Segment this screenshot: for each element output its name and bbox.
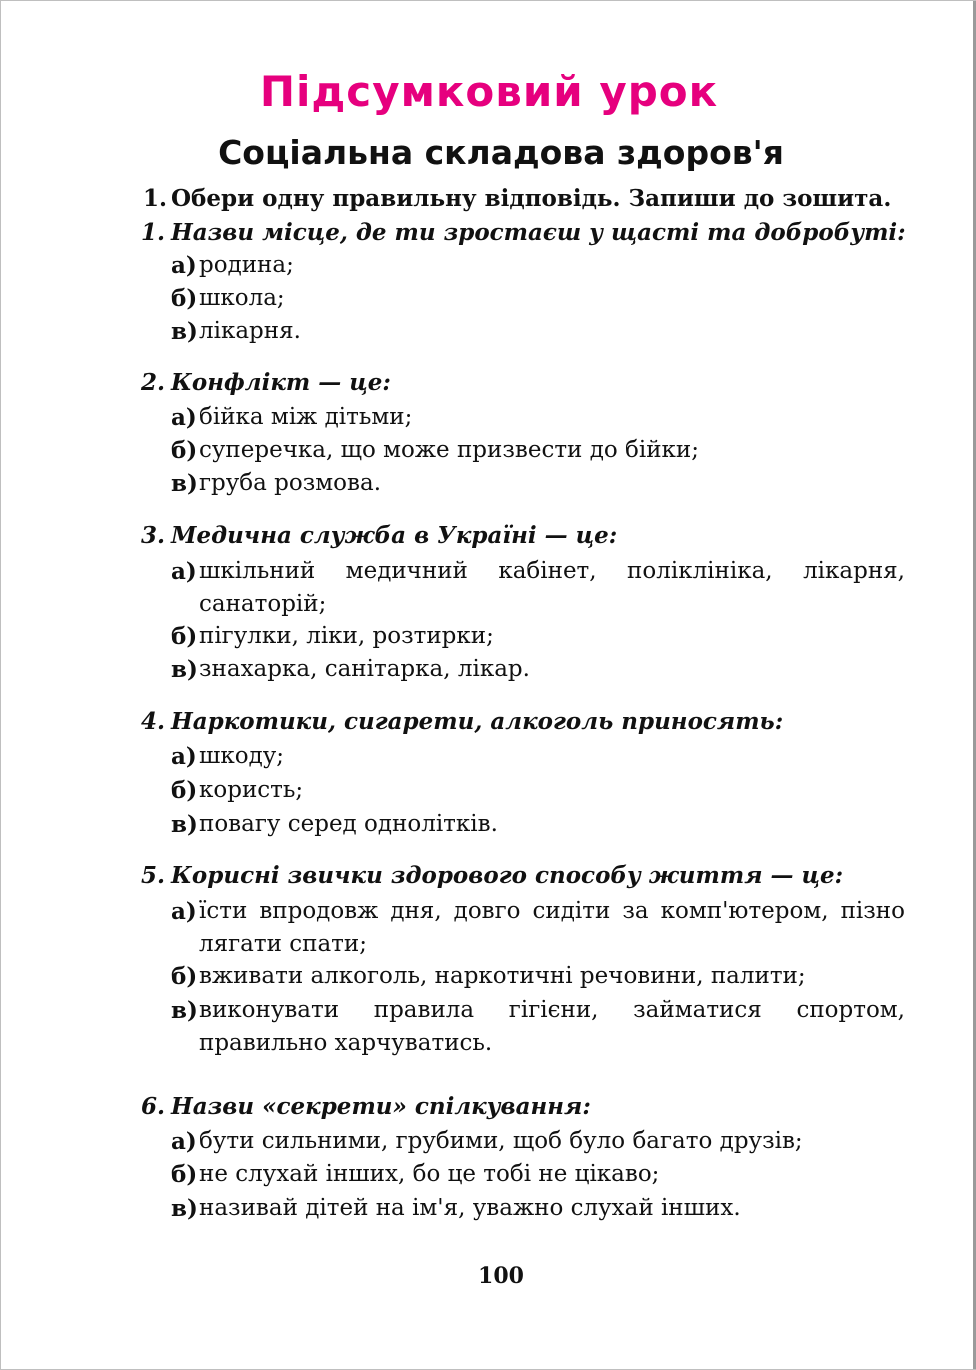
answer-letter: а) (171, 558, 197, 585)
answer-letter: в) (171, 1195, 198, 1222)
answer-letter: б) (171, 285, 198, 312)
answer-1a (171, 249, 905, 282)
answer-5b (171, 960, 905, 993)
page-title: Підсумковий урок (259, 67, 719, 116)
answer-text: бійка між дітьми; (199, 404, 413, 430)
answer-6a (171, 1125, 905, 1158)
answer-text: їсти впродовж дня, довго сидіти за комп'ютером, пізно лягати спати; (199, 898, 905, 957)
answer-text: шкільний медичний кабінет, поліклініка, лікарня, санаторій; (199, 558, 905, 617)
answer-letter: в) (171, 318, 198, 345)
answer-letter: а) (171, 898, 197, 925)
question-number: 4. (141, 708, 166, 735)
answer-text: повагу серед однолітків. (199, 811, 498, 837)
answer-4c (171, 808, 905, 841)
page-subtitle: Соціальна складова здоров'я (218, 133, 784, 172)
question-text: Конфлікт — це: (171, 369, 391, 396)
answer-2b (171, 434, 905, 467)
question-text: Назви місце, де ти зростаєш у щасті та добробуті: (171, 219, 906, 246)
answer-letter: а) (171, 743, 197, 770)
answer-3a (171, 555, 905, 621)
answer-5c (171, 994, 905, 1060)
answer-text: знахарка, санітарка, лікар. (199, 656, 530, 682)
answer-text: школа; (199, 285, 285, 311)
answer-letter: а) (171, 1128, 197, 1155)
question-text: Назви «секрети» спілкування: (171, 1093, 591, 1120)
answer-letter: а) (171, 252, 197, 279)
answer-text: не слухай інших, бо це тобі не цікаво; (199, 1161, 660, 1187)
page-number: 100 (478, 1263, 524, 1289)
question-number: 2. (141, 369, 166, 396)
answer-text: називай дітей на ім'я, уважно слухай інших. (199, 1195, 741, 1221)
question-5 (141, 862, 911, 889)
question-3 (141, 522, 911, 549)
answer-4b (171, 774, 905, 807)
question-text: Наркотики, сигарети, алкоголь приносять: (171, 708, 784, 735)
answer-text: родина; (199, 252, 294, 278)
answer-letter: б) (171, 437, 198, 464)
question-text: Медична служба в Україні — це: (171, 522, 618, 549)
answer-text: шкоду; (199, 743, 285, 769)
answer-3c (171, 653, 905, 686)
answer-4a (171, 740, 905, 773)
question-number: 3. (141, 522, 166, 549)
task-number: 1. (143, 185, 168, 212)
answer-2c (171, 467, 905, 500)
answer-letter: а) (171, 404, 197, 431)
answer-letter: б) (171, 1161, 198, 1188)
answer-letter: в) (171, 811, 198, 838)
answer-text: виконувати правила гігієни, займатися спортом, правильно харчуватись. (199, 997, 905, 1056)
answer-text: суперечка, що може призвести до бійки; (199, 437, 700, 463)
question-4 (141, 708, 911, 735)
answer-letter: в) (171, 656, 198, 683)
answer-1b (171, 282, 905, 315)
answer-letter: б) (171, 777, 198, 804)
answer-1c (171, 315, 905, 348)
question-1 (141, 219, 911, 246)
question-number: 6. (141, 1093, 166, 1120)
task-text: Обери одну правильну відповідь. Запиши до зошита. (171, 185, 892, 212)
answer-text: груба розмова. (199, 470, 382, 496)
question-number: 5. (141, 862, 166, 889)
question-number: 1. (141, 219, 166, 246)
question-2 (141, 369, 911, 396)
answer-letter: в) (171, 470, 198, 497)
answer-5a (171, 895, 905, 961)
answer-2a (171, 401, 905, 434)
answer-3b (171, 620, 905, 653)
answer-text: лікарня. (199, 318, 301, 344)
question-6 (141, 1093, 911, 1120)
answer-letter: в) (171, 997, 198, 1024)
answer-6b (171, 1158, 905, 1191)
answer-text: пігулки, ліки, розтирки; (199, 623, 494, 649)
answer-6c (171, 1192, 905, 1225)
answer-text: користь; (199, 777, 304, 803)
answer-letter: б) (171, 623, 198, 650)
answer-text: вживати алкоголь, наркотичні речовини, палити; (199, 963, 806, 989)
question-text: Корисні звички здорового способу життя — це: (171, 862, 844, 889)
task-instruction (143, 185, 892, 212)
answer-letter: б) (171, 963, 198, 990)
answer-text: бути сильними, грубими, щоб було багато друзів; (199, 1128, 803, 1154)
